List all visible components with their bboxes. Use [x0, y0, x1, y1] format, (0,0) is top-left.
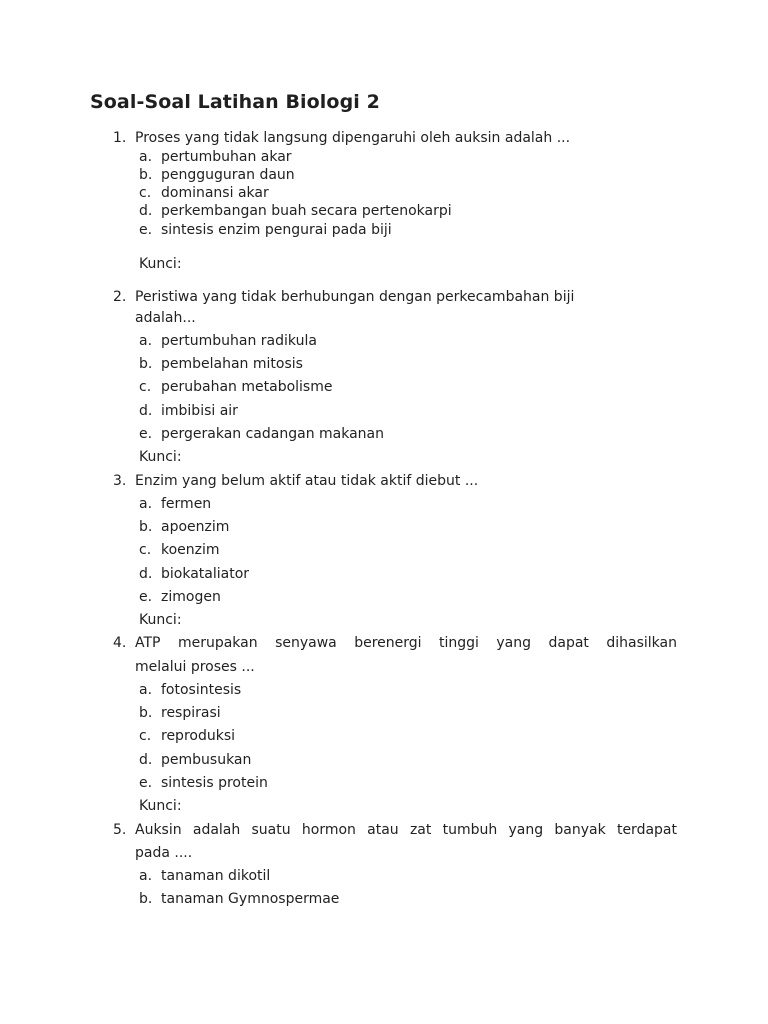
option-letter: a.	[139, 496, 153, 512]
option-text: tanaman Gymnospermae	[161, 891, 340, 907]
option-text: sintesis enzim pengurai pada biji	[161, 222, 392, 238]
option-text: pembusukan	[161, 752, 252, 768]
question-text-continued: melalui proses ...	[135, 659, 255, 675]
option-letter: a.	[139, 868, 153, 884]
page-title: Soal-Soal Latihan Biologi 2	[90, 91, 380, 113]
option-letter: a.	[139, 149, 153, 165]
question-number: 2.	[113, 289, 127, 305]
option-letter: e.	[139, 589, 153, 605]
option-text: dominansi akar	[161, 185, 269, 201]
option-text: apoenzim	[161, 519, 230, 535]
option-text: reproduksi	[161, 728, 236, 744]
option-text: koenzim	[161, 542, 220, 558]
option-letter: c.	[139, 542, 152, 558]
option-letter: a.	[139, 333, 153, 349]
option-text: respirasi	[161, 705, 221, 721]
option-letter: e.	[139, 775, 153, 791]
question-text-continued: adalah...	[135, 310, 196, 326]
option-text: pertumbuhan radikula	[161, 333, 317, 349]
question-text-continued: pada ....	[135, 845, 193, 861]
answer-key-label: Kunci:	[139, 256, 182, 272]
option-text: fotosintesis	[161, 682, 242, 698]
option-letter: d.	[139, 403, 153, 419]
option-letter: c.	[139, 379, 152, 395]
answer-key-label: Kunci:	[139, 798, 182, 814]
option-letter: b.	[139, 891, 153, 907]
option-letter: d.	[139, 203, 153, 219]
option-text: tanaman dikotil	[161, 868, 271, 884]
question-text: Auksin adalah suatu hormon atau zat tumbuh yang banyak terdapat	[135, 822, 677, 838]
question-text: ATP merupakan senyawa berenergi tinggi yang dapat dihasilkan	[135, 635, 677, 651]
option-text: pengguguran daun	[161, 167, 295, 183]
question-text: Enzim yang belum aktif atau tidak aktif diebut ...	[135, 473, 479, 489]
question-text: Peristiwa yang tidak berhubungan dengan perkecambahan biji	[135, 289, 575, 305]
option-letter: d.	[139, 566, 153, 582]
option-text: biokataliator	[161, 566, 250, 582]
option-text: pergerakan cadangan makanan	[161, 426, 384, 442]
option-text: pembelahan mitosis	[161, 356, 303, 372]
option-text: zimogen	[161, 589, 221, 605]
question-number: 1.	[113, 130, 127, 146]
option-letter: b.	[139, 705, 153, 721]
option-letter: c.	[139, 185, 152, 201]
option-text: perubahan metabolisme	[161, 379, 333, 395]
option-text: perkembangan buah secara pertenokarpi	[161, 203, 452, 219]
option-letter: d.	[139, 752, 153, 768]
option-letter: e.	[139, 426, 153, 442]
option-letter: c.	[139, 728, 152, 744]
option-text: imbibisi air	[161, 403, 238, 419]
answer-key-label: Kunci:	[139, 612, 182, 628]
option-letter: e.	[139, 222, 153, 238]
answer-key-label: Kunci:	[139, 449, 182, 465]
question-number: 4.	[113, 635, 127, 651]
option-letter: b.	[139, 519, 153, 535]
question-text: Proses yang tidak langsung dipengaruhi oleh auksin adalah ...	[135, 130, 571, 146]
question-number: 5.	[113, 822, 127, 838]
option-text: fermen	[161, 496, 212, 512]
option-letter: a.	[139, 682, 153, 698]
option-text: pertumbuhan akar	[161, 149, 292, 165]
option-text: sintesis protein	[161, 775, 268, 791]
option-letter: b.	[139, 167, 153, 183]
option-letter: b.	[139, 356, 153, 372]
question-number: 3.	[113, 473, 127, 489]
